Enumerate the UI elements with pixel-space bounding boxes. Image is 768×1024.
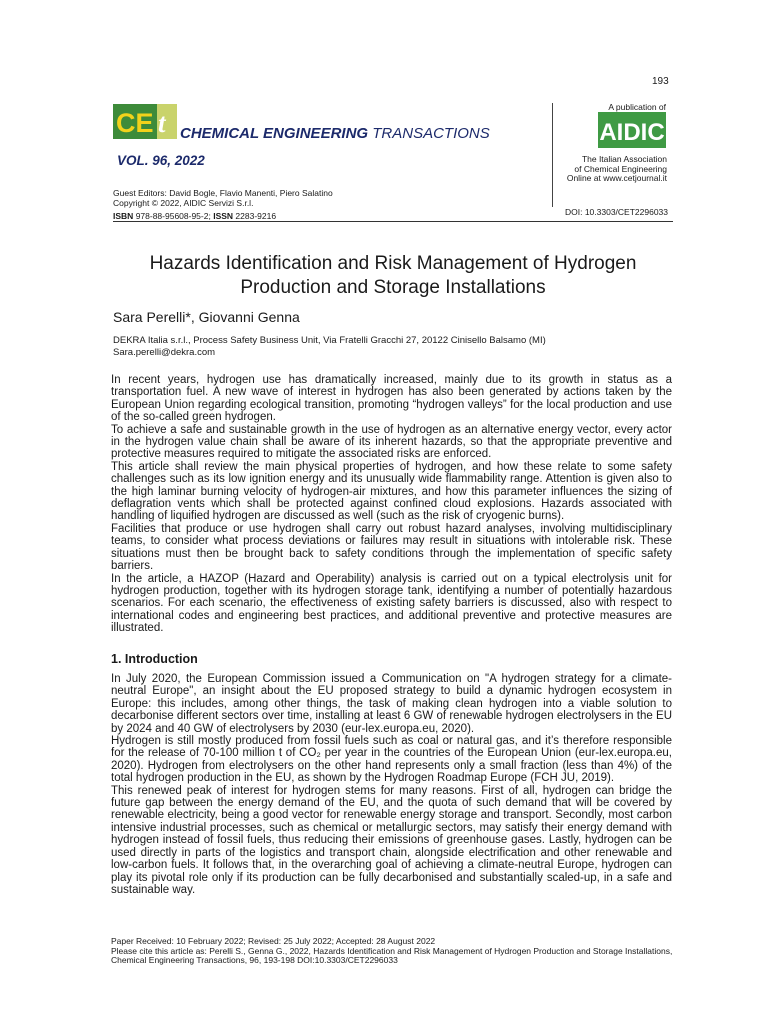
issn-label: ISSN [213,211,234,221]
doi: DOI: 10.3303/CET2296033 [565,207,669,217]
intro-paragraph: In July 2020, the European Commission issued a Communication on "A hydrogen strategy for a climate-neutral Europe", an insight about the EU proposed strategy to build a dynamic hydrogen ecosystem in Europe: this includes, among other things, the task of making clean hydrogen into a viable solution to decarbonise different sectors over time, installing at least 6 GW of renewable hydrogen electrolysers in the EU by 2024 and 40 GW of electrolysers by 2030 (eur-lex.europa.eu, 2020). [111,673,672,735]
isbn-value: 978-88-95608-95-2; [135,211,211,221]
copyright: Copyright © 2022, AIDIC Servizi S.r.l. [113,197,254,208]
citation: Please cite this article as: Perelli S., Genna G., 2022, Hazards Identification and Risk Management of Hydrogen Production and Storage Installations, Chemical Engineering Transactions, 96, 193-198 DOI:10.3303/CET2296033 [111,945,673,966]
affiliation-block [113,335,546,359]
received-dates: Paper Received: 10 February 2022; Revised: 25 July 2022; Accepted: 28 August 2022 [111,936,436,946]
intro-paragraph: Hydrogen is still mostly produced from fossil fuels such as coal or natural gas, and it’s therefore responsible for the release of 70-100 million t of CO₂ per year in the countries of the European Union (eur-lex.europa.eu, 2020). Hydrogen from electrolysers on the other hand represents only a small fraction (less than 4%) of the total hydrogen production in the EU, as shown by the Hydrogen Roadmap Europe (FCH JU, 2019). [111,735,672,785]
isbn-label: ISBN [113,211,134,221]
journal-title [180,125,490,142]
aidic-desc-line-2: of Chemical Engineering [574,163,667,174]
isbn-issn-line [113,211,276,221]
introduction-body [111,673,672,896]
cet-journal-logo [113,104,177,139]
abstract-paragraph: In the article, a HAZOP (Hazard and Operability) analysis is carried out on a typical electrolysis unit for hydrogen production, together with its hydrogen storage tank, identifying a number of potentially hazardous scenarios. For each scenario, the effectiveness of existing safety barriers is discussed, also with respect to international codes and engineering best practices, and additional preventive and protective measures are illustrated. [111,572,672,635]
section-heading-introduction: 1. Introduction [111,652,198,666]
aidic-desc-line-3: Online at www.cetjournal.it [566,173,667,183]
journal-name-light: TRANSACTIONS [372,125,490,142]
svg-text:AIDIC: AIDIC [599,119,665,146]
abstract-paragraph: Facilities that produce or use hydrogen shall carry out robust hazard analyses, involving multidisciplinary teams, to consider what process deviations or failures may result in situations with intolerable risk. These situations must then be brought back to safety conditions through the implementation of specific safety barriers. [111,522,672,573]
aidic-description [553,155,667,184]
page-number: 193 [652,76,669,87]
title-line-2: Production and Storage Installations [240,277,546,298]
abstract-paragraph: In recent years, hydrogen use has dramatically increased, mainly due to its growth in status as a transportation fuel. A new wave of interest in hydrogen has also been generated by actions taken by the European Union regarding ecological transition, promoting “hydrogen valleys” for the local production and use of the so-called green hydrogen. [111,374,672,424]
svg-text:t: t [158,108,166,138]
affiliation: DEKRA Italia s.r.l., Process Safety Business Unit, Via Fratelli Gracchi 27, 20122 Cinisello Balsamo (MI) [113,335,546,346]
intro-paragraph: This renewed peak of interest for hydrogen stems for many reasons. First of all, hydrogen can bridge the future gap between the energy demand of the EU, and the quota of such demand that will be covered by renewable electricity, being a good vector for renewable energy storage and transport. Secondly, most carbon intensive industrial processes, such as chemical or metallurgic sectors, may satisfy their energy demand with hydrogen instead of fossil fuels, thus reducing their emissions of greenhouse gases. Lastly, hydrogen can be used directly in parts of the logistics and transport chain, alongside electrification and other renewable and low-carbon fuels. It follows that, in the overarching goal of achieving a climate-neutral Europe, hydrogen can play its pivotal role only if its production can be fully decarbonised and substantially scaled-up, in a safe and sustainable way. [111,784,672,896]
publication-of-label: A publication of [608,102,666,112]
aidic-desc-line-1: The Italian Association [581,154,667,164]
footer [111,937,676,966]
issn-value: 2283-9216 [235,211,277,221]
abstract-paragraph: This article shall review the main physical properties of hydrogen, and how these relate to some safety challenges such as its low ignition energy and its unusually wide flammability range. Attention is given also to the high laminar burning velocity of hydrogen-air mixtures, and how this parameter influences the sizing of deflagration vents which shall be protected against confined cloud explosions. Hazards associated with handling of liquified hydrogen are discussed as well (such as the risk of cryogenic burns). [111,460,672,523]
authors: Sara Perelli*, Giovanni Genna [113,309,300,325]
volume-label: VOL. 96, 2022 [117,153,205,168]
editorial-info [113,189,333,208]
guest-editors: Guest Editors: David Bogle, Flavio Manenti, Piero Salatino [113,188,333,198]
abstract [111,374,672,635]
title-line-1: Hazards Identification and Risk Management of Hydrogen [149,253,637,274]
journal-name-bold: CHEMICAL ENGINEERING [180,125,369,142]
aidic-logo [598,112,666,148]
header-rule [113,221,673,222]
abstract-paragraph: To achieve a safe and sustainable growth in the use of hydrogen as an alternative energy vector, every actor in the hydrogen value chain shall be aware of its inherent hazards, so that the appropriate preventive and protective measures required to mitigate the associated risks are enforced. [111,423,672,461]
svg-text:CE: CE [116,108,154,138]
contact-email: Sara.perelli@dekra.com [113,347,216,358]
paper-title [113,252,673,300]
